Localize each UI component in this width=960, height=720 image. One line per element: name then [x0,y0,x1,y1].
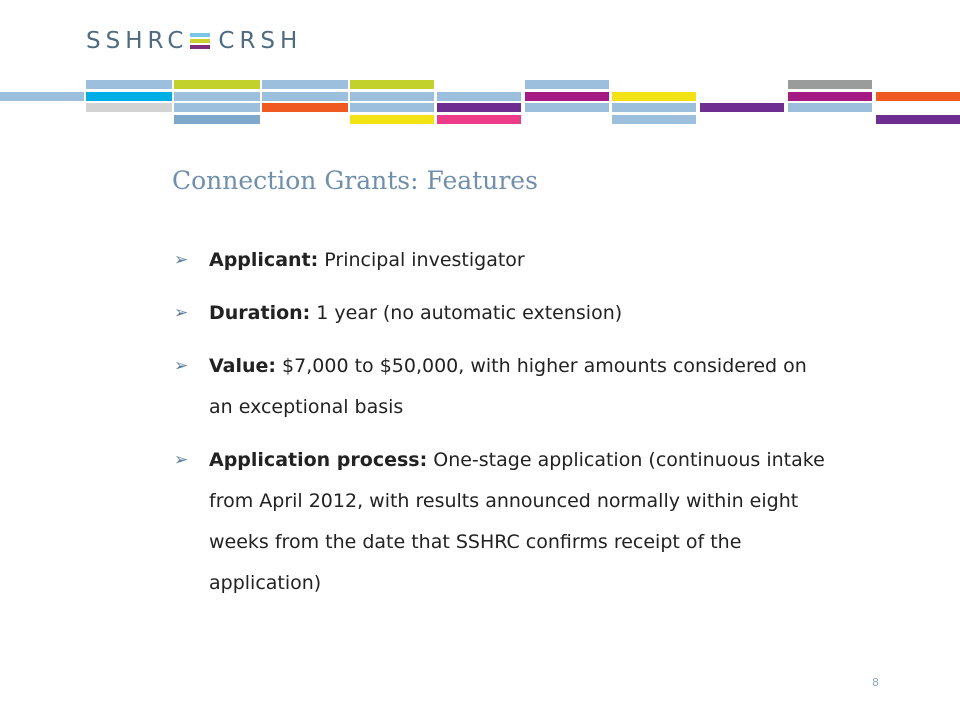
decorative-color-band [0,78,960,126]
band-block [86,80,172,89]
band-block [350,115,434,124]
band-block [788,80,872,89]
band-block [437,92,521,101]
band-block [174,103,260,112]
bullet-label: Applicant: [209,249,319,271]
band-block [174,115,260,124]
logo-text-left: SSHRC [86,28,189,54]
band-block [350,92,434,101]
band-block [612,103,696,112]
band-block [437,103,521,112]
arrow-bullet-icon: ➢ [174,250,189,270]
arrow-bullet-icon: ➢ [174,450,189,470]
band-block [350,103,434,112]
band-block [788,92,872,101]
band-block [525,80,609,89]
slide-title: Connection Grants: Features [172,166,538,195]
logo-mark-icon [190,33,210,49]
logo-text-right: CRSH [218,28,303,54]
arrow-bullet-icon: ➢ [174,356,189,376]
band-block [86,92,172,101]
bullet-duration [174,293,834,334]
band-block [788,103,872,112]
band-block [876,92,960,101]
band-block [612,92,696,101]
feature-list [174,240,834,616]
band-block [876,115,960,124]
bullet-application-process [174,440,834,604]
bullet-applicant [174,240,834,281]
band-block [525,103,609,112]
bullet-text: Principal investigator [318,249,525,271]
band-block [262,103,348,112]
bullet-text: $7,000 to $50,000, with higher amounts considered on an exceptional basis [209,355,807,418]
band-block [350,80,434,89]
band-block [437,115,521,124]
band-block [612,115,696,124]
band-block [174,80,260,89]
bullet-text: One-stage application (continuous intake from April 2012, with results announced normally within eight weeks from the date that SSHRC confirms receipt of the application) [209,449,825,594]
bullet-label: Application process: [209,449,428,471]
page-number: 8 [872,676,879,689]
bullet-text: 1 year (no automatic extension) [310,302,623,324]
band-block [174,92,260,101]
band-block [525,92,609,101]
bullet-label: Value: [209,355,277,377]
sshrc-crsh-logo [86,28,302,54]
arrow-bullet-icon: ➢ [174,303,189,323]
band-block [262,92,348,101]
band-block [86,103,172,112]
band-block [262,80,348,89]
band-block [0,92,84,101]
bullet-value [174,346,834,428]
bullet-label: Duration: [209,302,311,324]
band-block [700,103,784,112]
